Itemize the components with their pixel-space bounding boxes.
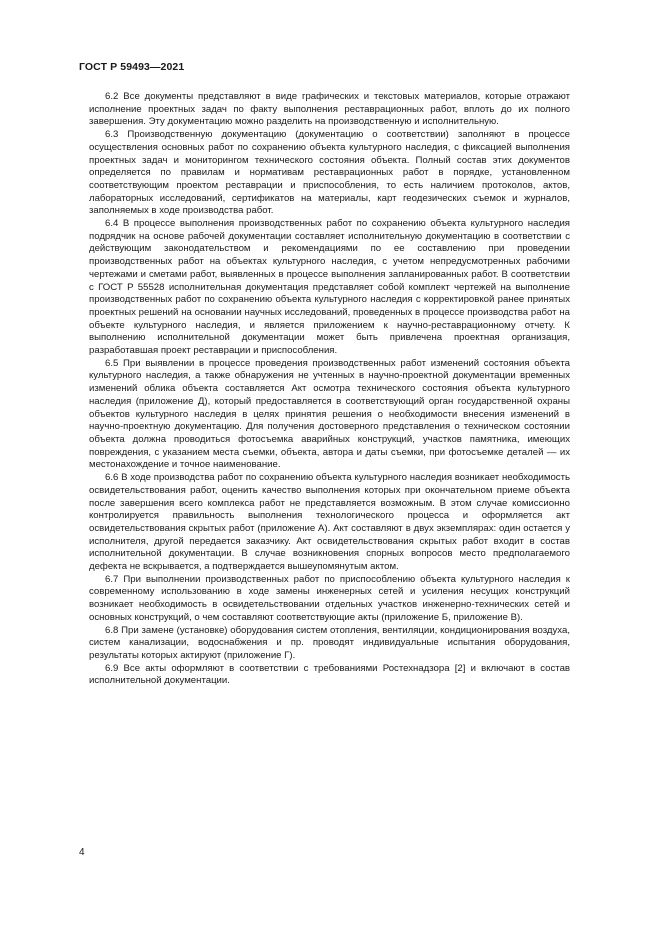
paragraph-6-5: 6.5 При выявлении в процессе проведения производственных работ изменений состояния объекта культурного наследия, а также обнаружения не учтенных в научно-проектной документации временных изменений облика объекта составляется Акт осмотра технического состояния объекта культурного наследия (приложение Д), который предоставляется в соответствующий орган государственной охраны объектов культурного наследия в целях принятия решения о необходимости внесения изменений в научно-проектную документацию. Для получения достоверного представления о техническом состоянии объекта должна проводиться фотосъемка аварийных конструкций, участков памятника, имеющих повреждения, с указанием места съемки, объекта, автора и даты съемки, при фотосъемке деталей — их местонахождение и точное наименование.: [89, 357, 570, 471]
paragraph-6-7: 6.7 При выполнении производственных работ по приспособлению объекта культурного наследия к современному использованию в ходе замены инженерных сетей и усиления несущих конструкций возникает необходимость в освидетельствовании отдельных участков инженерно-технических сетей и основных конструкций, о чем составляют соответствующие акты (приложение Б, приложение В).: [89, 573, 570, 623]
paragraph-6-4: 6.4 В процессе выполнения производственных работ по сохранению объекта культурного наследия подрядчик на основе рабочей документации составляет исполнительную документацию в соответствии с действующим законодательством и рекомендациями по ее составлению при проведении производственных работ на объектах культурного наследия, с учетом непредусмотренных рабочими чертежами и сметами работ, выявленных в процессе выполнения запланированных работ. В соответствии с ГОСТ Р 55528 исполнительная документация представляет собой комплект чертежей на выполнение производственных работ по сохранению объекта культурного наследия с корректировкой ранее принятых проектных решений на основании научных исследований, проведенных в процессе производства работ на объекте культурного наследия, и является приложением к научно-реставрационному отчету. К выполнению исполнительной документации может быть привлечена проектная организация, разработавшая проект реставрации и приспособления.: [89, 218, 570, 357]
body-text: [89, 91, 570, 688]
paragraph-6-6: 6.6 В ходе производства работ по сохранению объекта культурного наследия возникает необходимость освидетельствования работ, оценить качество выполнения которых при окончательном приеме объекта после завершения всего комплекса работ не представляется возможным. В этом случае комиссионно контролируется правильность выполнения технологического процесса и оформляется акт освидетельствования скрытых работ (приложение А). Акт составляют в двух экземплярах: один остается у исполнителя, другой передается заказчику. Акт освидетельствования скрытых работ входит в состав исполнительной документации. В случае возникновения спорных вопросов место предполагаемого дефекта не вскрывается, а подтверждается вышеупомянутым актом.: [89, 472, 570, 573]
page-number: 4: [79, 847, 85, 858]
paragraph-6-8: 6.8 При замене (установке) оборудования систем отопления, вентиляции, кондиционирования воздуха, систем канализации, водоснабжения и пр. проводят индивидуальные испытания оборудования, результаты которых актируют (приложение Г).: [89, 624, 570, 661]
paragraph-6-2: 6.2 Все документы представляют в виде графических и текстовых материалов, которые отражают исполнение проектных задач по факту выполнения реставрационных работ, вплоть до их полного завершения. Эту документацию можно разделить на производственную и исполнительную.: [89, 91, 570, 128]
paragraph-6-3: 6.3 Производственную документацию (документацию о соответствии) заполняют в процессе осуществления основных работ по сохранению объекта культурного наследия, с фиксацией выполнения проектных задач и мониторингом технического состояния объекта. Полный состав этих документов определяется по правилам и нормативам реставрационных работ в порядке, установленном соответствующим проектом реставрации и приспособления, то есть наличием протоколов, актов, лабораторных исследований, сертификатов на материалы, карт геодезических съемок и журналов, заполняемых в ходе производства работ.: [89, 129, 570, 217]
paragraph-6-9: 6.9 Все акты оформляют в соответствии с требованиями Ростехнадзора [2] и включают в состав исполнительной документации.: [89, 662, 570, 687]
document-code: ГОСТ Р 59493—2021: [79, 61, 185, 73]
